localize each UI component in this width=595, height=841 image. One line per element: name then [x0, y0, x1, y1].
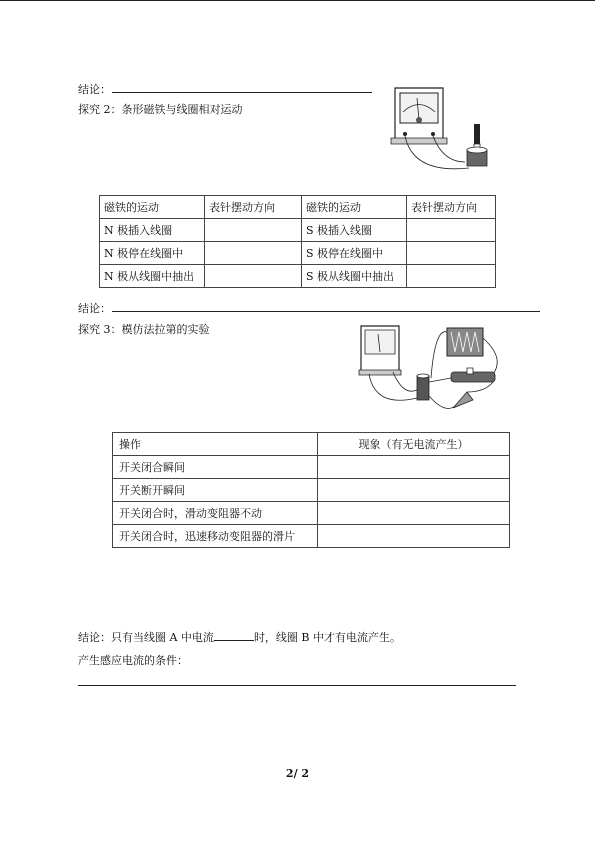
faraday-experiment-table	[112, 432, 510, 548]
conclusion-blank-1[interactable]	[112, 92, 372, 93]
conclusion-suffix: 时，线圈 B 中才有电流产生。	[253, 631, 402, 644]
conclusion-label-2: 结论：	[78, 302, 111, 315]
current-change-blank[interactable]	[214, 630, 254, 641]
table-header-cell: 现象（有无电流产生）	[318, 433, 510, 456]
conclusion-prefix: 结论：只有当线圈 A 中电流	[78, 631, 214, 644]
table-row	[113, 479, 510, 502]
table-header-cell: 表针摆动方向	[205, 196, 302, 219]
table-cell: N 极插入线圈	[100, 219, 205, 242]
table-cell: S 极插入线圈	[302, 219, 407, 242]
faraday-experiment-figure	[355, 318, 505, 418]
table-answer-cell[interactable]	[407, 242, 496, 265]
table-header-row	[100, 196, 496, 219]
table-answer-cell[interactable]	[407, 265, 496, 288]
table-row	[113, 502, 510, 525]
table-cell: N 极停在线圈中	[100, 242, 205, 265]
table-header-row	[113, 433, 510, 456]
table-cell: S 极从线圈中抽出	[302, 265, 407, 288]
table-row	[113, 456, 510, 479]
conclusion-blank-2[interactable]	[112, 311, 540, 312]
table-answer-cell[interactable]	[318, 525, 510, 548]
table-answer-cell[interactable]	[318, 479, 510, 502]
top-border	[0, 0, 595, 1]
page-number: 2/ 2	[285, 767, 310, 780]
table-header-cell: 磁铁的运动	[302, 196, 407, 219]
table-row	[113, 525, 510, 548]
table-answer-cell[interactable]	[205, 265, 302, 288]
table-header-cell: 操作	[113, 433, 318, 456]
table-answer-cell[interactable]	[318, 456, 510, 479]
table-answer-cell[interactable]	[205, 242, 302, 265]
table-row	[100, 242, 496, 265]
table-header-cell: 表针摆动方向	[407, 196, 496, 219]
galvanometer-magnet-figure	[383, 82, 498, 182]
table-answer-cell[interactable]	[318, 502, 510, 525]
table-row	[100, 265, 496, 288]
magnet-motion-table	[99, 195, 496, 288]
table-row	[100, 219, 496, 242]
table-cell: N 极从线圈中抽出	[100, 265, 205, 288]
section-3-title: 探究 3：模仿法拉第的实验	[78, 323, 210, 336]
condition-blank[interactable]	[78, 685, 516, 686]
table-cell: 开关断开瞬间	[113, 479, 318, 502]
table-cell: S 极停在线圈中	[302, 242, 407, 265]
table-cell: 开关闭合瞬间	[113, 456, 318, 479]
table-cell: 开关闭合时，滑动变阻器不动	[113, 502, 318, 525]
conclusion-label-1: 结论：	[78, 83, 111, 96]
table-cell: 开关闭合时，迅速移动变阻器的滑片	[113, 525, 318, 548]
section-2-title: 探究 2：条形磁铁与线圈相对运动	[78, 103, 243, 116]
conclusion-line-3	[78, 629, 401, 645]
table-header-cell: 磁铁的运动	[100, 196, 205, 219]
table-answer-cell[interactable]	[407, 219, 496, 242]
table-answer-cell[interactable]	[205, 219, 302, 242]
condition-label: 产生感应电流的条件：	[78, 654, 188, 667]
